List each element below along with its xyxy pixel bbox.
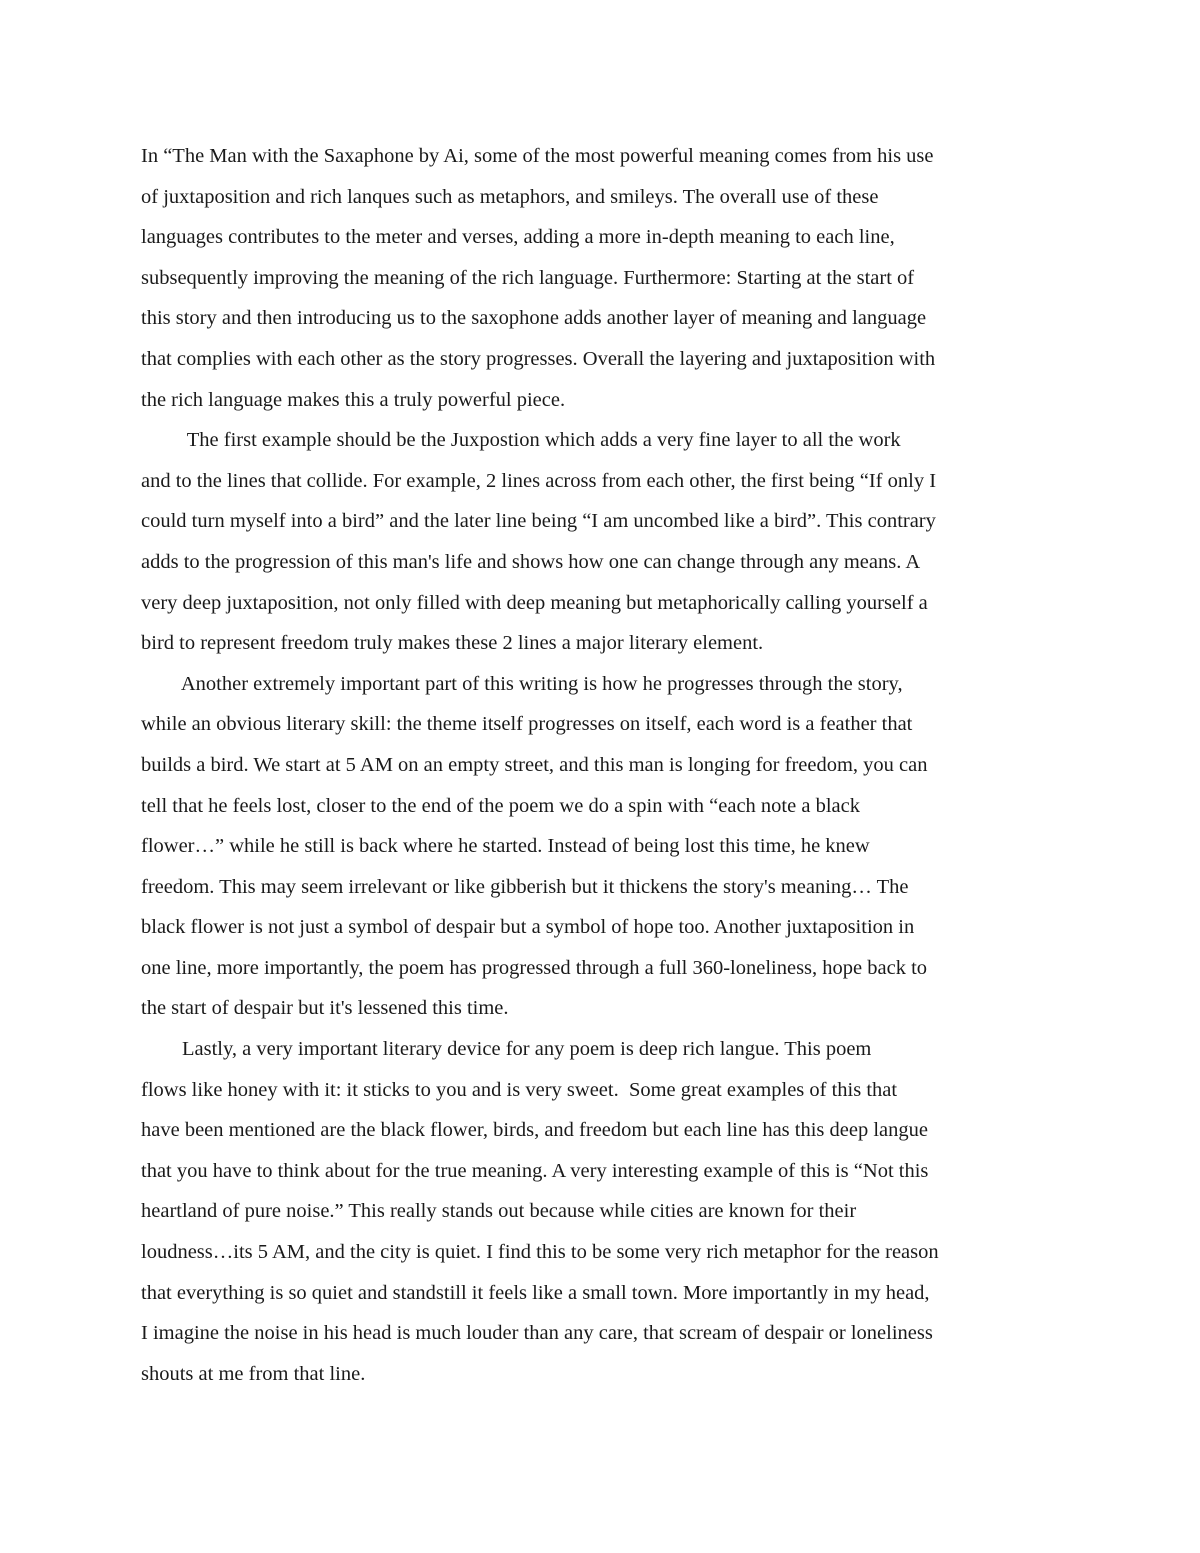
text-line: tell that he feels lost, closer to the end of the poem we do a spin with “each note a black [141,794,860,817]
paragraph-rich-language [141,1029,1066,1394]
text-line: that everything is so quiet and standstill it feels like a small town. More importantly in my head, [141,1281,930,1304]
text-line: The first example should be the Juxpostion which adds a very fine layer to all the work [141,429,901,452]
text-line: freedom. This may seem irrelevant or like gibberish but it thickens the story's meaning… The [141,875,909,898]
text-line: this story and then introducing us to the saxophone adds another layer of meaning and language [141,307,927,330]
text-line: the start of despair but it's lessened this time. [141,997,509,1020]
text-line: builds a bird. We start at 5 AM on an empty street, and this man is longing for freedom, you can [141,753,928,776]
text-line: subsequently improving the meaning of the rich language. Furthermore: Starting at the start of [141,266,915,289]
text-line: I imagine the noise in his head is much louder than any care, that scream of despair or loneliness [141,1322,933,1345]
text-line: black flower is not just a symbol of despair but a symbol of hope too. Another juxtaposition in [141,916,915,939]
text-line: languages contributes to the meter and verses, adding a more in-depth meaning to each line, [141,226,895,249]
text-line: that complies with each other as the story progresses. Overall the layering and juxtaposition with [141,347,936,370]
text-line: of juxtaposition and rich lanques such as metaphors, and smileys. The overall use of these [141,185,879,208]
text-line: and to the lines that collide. For example, 2 lines across from each other, the first being “If only I [141,469,937,492]
text-line: Lastly, a very important literary device for any poem is deep rich langue. This poem [141,1038,872,1061]
text-line: very deep juxtaposition, not only filled with deep meaning but metaphorically calling yourself a [141,591,928,614]
paragraph-intro [141,136,1066,420]
paragraph-progression [141,664,1066,1029]
text-line: flower…” while he still is back where he started. Instead of being lost this time, he knew [141,835,870,858]
text-line: that you have to think about for the true meaning. A very interesting example of this is “Not this [141,1159,929,1182]
text-line: one line, more importantly, the poem has progressed through a full 360-loneliness, hope back to [141,956,928,979]
text-line: In “The Man with the Saxaphone by Ai, some of the most powerful meaning comes from his use [141,145,934,167]
essay-body [141,136,1066,1394]
paragraph-juxtaposition [141,420,1066,664]
text-line: Another extremely important part of this writing is how he progresses through the story, [141,672,903,695]
text-line: while an obvious literary skill: the theme itself progresses on itself, each word is a feather that [141,713,913,736]
text-line: have been mentioned are the black flower, birds, and freedom but each line has this deep langue [141,1119,928,1142]
text-line: loudness…its 5 AM, and the city is quiet. I find this to be some very rich metaphor for the reason [141,1241,939,1264]
text-line: shouts at me from that line. [141,1362,366,1385]
text-line: the rich language makes this a truly powerful piece. [141,388,566,411]
text-line: heartland of pure noise.” This really stands out because while cities are known for their [141,1200,857,1223]
text-line: bird to represent freedom truly makes these 2 lines a major literary element. [141,632,764,655]
text-line: flows like honey with it: it sticks to you and is very sweet. Some great examples of this that [141,1078,898,1101]
text-line: adds to the progression of this man's life and shows how one can change through any means. A [141,550,921,573]
text-line: could turn myself into a bird” and the later line being “I am uncombed like a bird”. This contrary [141,510,936,533]
